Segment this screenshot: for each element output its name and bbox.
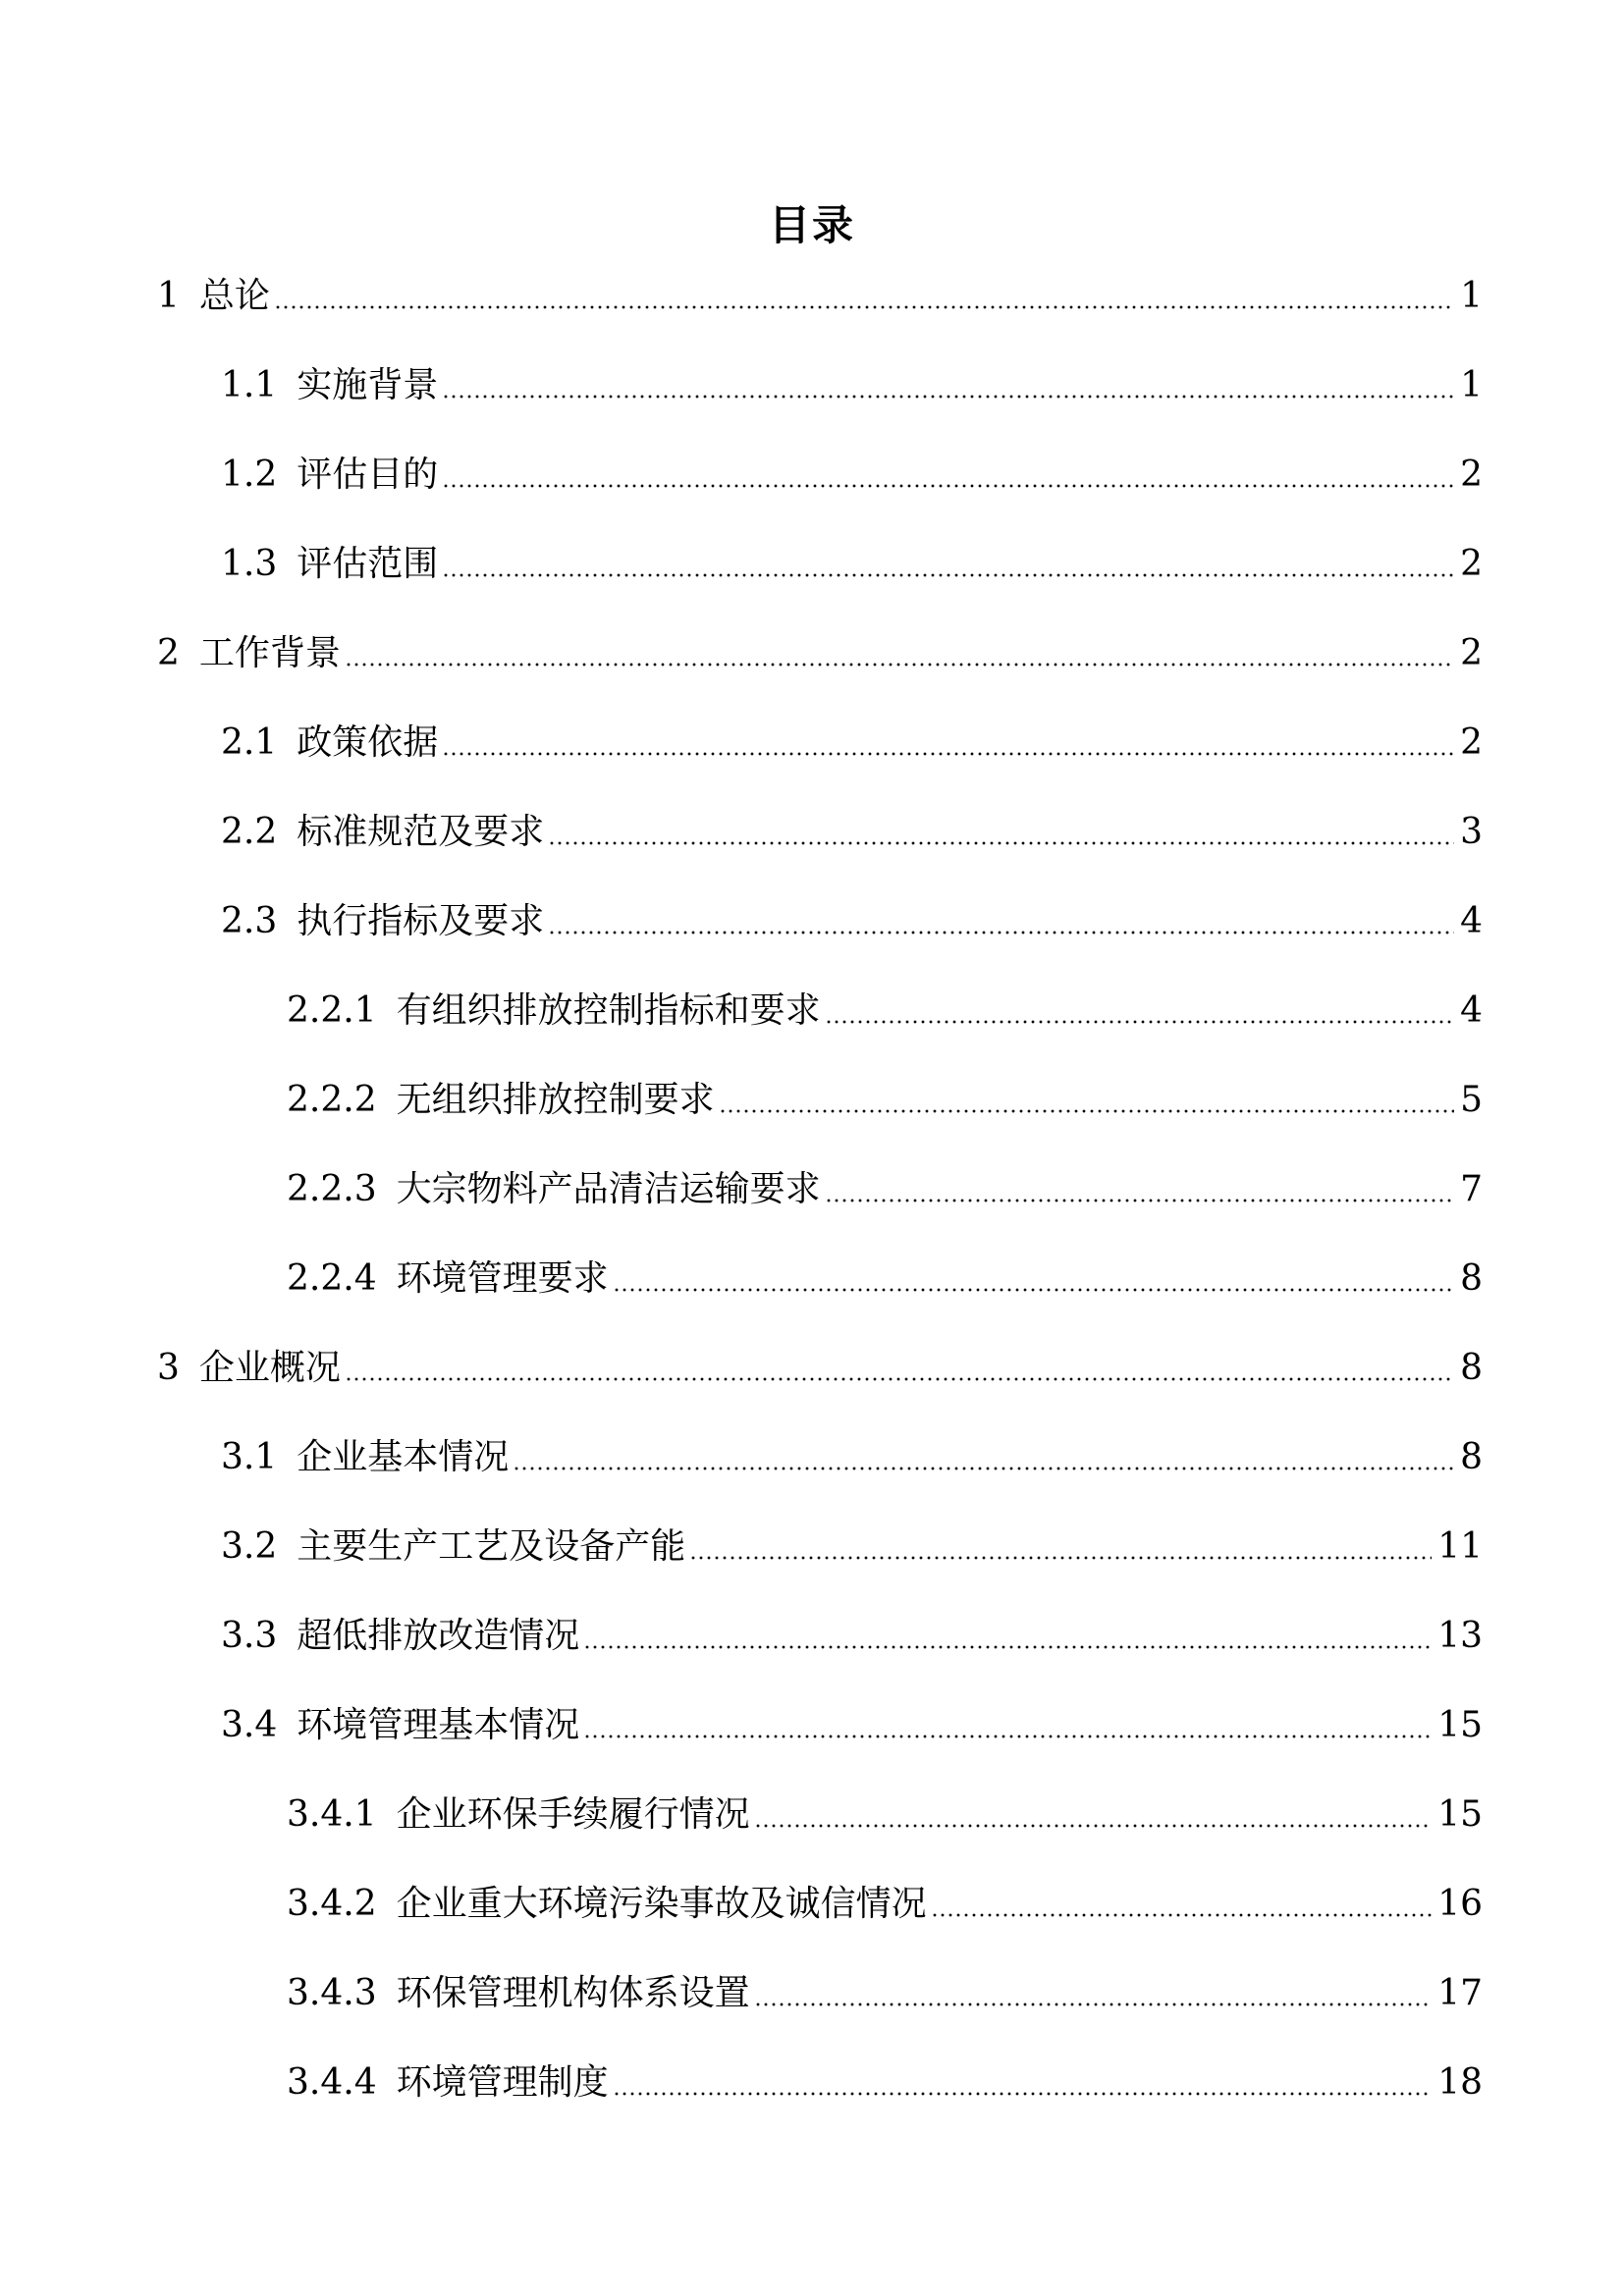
toc-entry-title: 政策依据 [297,722,439,763]
toc-entry-2-2-4[interactable] [287,1242,1483,1301]
toc-entry-1-1[interactable] [221,348,1483,407]
toc-entry-2-2-3[interactable] [287,1152,1483,1211]
toc-entry-number: 2.2.4 [287,1258,377,1299]
toc-entry-page: 2 [1460,722,1483,763]
toc-entry-number: 3.4.3 [287,1973,377,2013]
toc-entry-3[interactable] [157,1331,1483,1390]
page-title: 目录 [768,201,855,250]
toc-entry-1-3[interactable] [221,527,1483,586]
toc-entry-page: 4 [1460,901,1483,941]
toc-entry-page: 8 [1460,1258,1483,1299]
toc-entry-title: 执行指标及要求 [297,901,545,941]
dot-leader [583,1645,1432,1649]
toc-entry-page: 5 [1460,1080,1483,1120]
toc-entry-title: 标准规范及要求 [297,812,545,852]
toc-entry-number: 3.4.2 [287,1884,377,1924]
dot-leader [442,395,1454,399]
toc-entry-3-4[interactable] [221,1688,1483,1747]
toc-entry-3-1[interactable] [221,1420,1483,1479]
toc-entry-page: 17 [1437,1973,1483,2013]
toc-entry-number: 2.2.1 [287,990,377,1031]
toc-entry-page: 8 [1460,1348,1483,1388]
toc-entry-2[interactable] [157,616,1483,675]
toc-entry-page: 2 [1460,544,1483,584]
toc-entry-number: 3.4 [221,1705,278,1745]
toc-entry-number: 3.3 [221,1616,278,1656]
toc-entry-title: 环境管理基本情况 [297,1705,580,1745]
toc-entry-number: 1.3 [221,544,278,584]
toc-entry-page: 2 [1460,633,1483,673]
toc-entry-title: 工作背景 [198,633,341,673]
toc-entry-page: 4 [1460,990,1483,1031]
toc-entry-number: 3.2 [221,1526,278,1567]
toc-entry-2-1[interactable] [221,706,1483,765]
toc-entry-3-4-4[interactable] [287,2046,1483,2105]
toc-entry-number: 1 [157,276,180,316]
toc-entry-title: 大宗物料产品清洁运输要求 [396,1169,821,1209]
toc-entry-2-2-1[interactable] [287,974,1483,1033]
toc-entry-page: 3 [1460,812,1483,852]
toc-entry-number: 1.1 [221,365,278,405]
dot-leader [345,1377,1454,1381]
dot-leader [513,1467,1454,1470]
toc-entry-title: 环境管理制度 [396,2062,609,2103]
dot-leader [548,931,1454,934]
toc-entry-page: 18 [1437,2062,1483,2103]
toc-entry-title: 有组织排放控制指标和要求 [396,990,821,1031]
toc-entry-number: 2.2.2 [287,1080,377,1120]
toc-entry-title: 主要生产工艺及设备产能 [297,1526,686,1567]
toc-entry-1[interactable] [157,259,1483,318]
toc-entry-number: 1.2 [221,454,278,495]
toc-entry-3-4-1[interactable] [287,1778,1483,1837]
toc-entry-1-2[interactable] [221,438,1483,497]
toc-entry-number: 3 [157,1348,180,1388]
toc-entry-number: 3.4.4 [287,2062,377,2103]
toc-entry-title: 企业重大环境污染事故及诚信情况 [396,1884,927,1924]
toc-entry-3-2[interactable] [221,1510,1483,1569]
toc-entry-page: 2 [1460,454,1483,495]
toc-entry-3-4-3[interactable] [287,1956,1483,2015]
toc-entry-page: 11 [1437,1526,1483,1567]
toc-entry-title: 企业概况 [198,1348,341,1388]
toc-entry-number: 2.2.3 [287,1169,377,1209]
toc-entry-number: 2.1 [221,722,278,763]
toc-entry-3-4-2[interactable] [287,1867,1483,1926]
dot-leader [613,2092,1433,2096]
toc-entry-page: 7 [1460,1169,1483,1209]
toc-entry-number: 2.2 [221,812,278,852]
toc-entry-title: 评估目的 [297,454,439,495]
dot-leader [825,1020,1454,1024]
toc-entry-title: 总论 [198,276,270,316]
toc-entry-page: 8 [1460,1437,1483,1477]
dot-leader [825,1199,1454,1202]
toc-entry-title: 评估范围 [297,544,439,584]
dot-leader [442,752,1454,756]
toc-entry-title: 环境管理要求 [396,1258,609,1299]
toc-entry-page: 1 [1460,276,1483,316]
dot-leader [931,1913,1433,1917]
dot-leader [442,484,1454,488]
toc-entry-2-3[interactable] [221,884,1483,943]
toc-entry-title: 企业基本情况 [297,1437,510,1477]
toc-entry-title: 超低排放改造情况 [297,1616,580,1656]
toc-entry-number: 2.3 [221,901,278,941]
dot-leader [583,1735,1432,1738]
dot-leader [613,1288,1454,1292]
toc-entry-3-3[interactable] [221,1599,1483,1658]
dot-leader [345,663,1454,667]
toc-entry-page: 1 [1460,365,1483,405]
dot-leader [442,573,1454,577]
dot-leader [548,841,1454,845]
toc-entry-page: 15 [1437,1705,1483,1745]
dot-leader [754,1824,1433,1828]
toc-entry-page: 15 [1437,1794,1483,1835]
toc-entry-number: 3.1 [221,1437,278,1477]
toc-entry-page: 13 [1437,1616,1483,1656]
toc-entry-number: 2 [157,633,180,673]
dot-leader [754,2002,1433,2006]
dot-leader [719,1109,1454,1113]
toc-entry-title: 实施背景 [297,365,439,405]
toc-entry-number: 3.4.1 [287,1794,377,1835]
toc-entry-2-2-2[interactable] [287,1063,1483,1122]
dot-leader [274,305,1454,309]
toc-entry-title: 无组织排放控制要求 [396,1080,715,1120]
toc-entry-page: 16 [1437,1884,1483,1924]
toc-entry-title: 环保管理机构体系设置 [396,1973,750,2013]
dot-leader [689,1556,1432,1560]
toc-entry-title: 企业环保手续履行情况 [396,1794,750,1835]
toc-entry-2-2[interactable] [221,795,1483,854]
